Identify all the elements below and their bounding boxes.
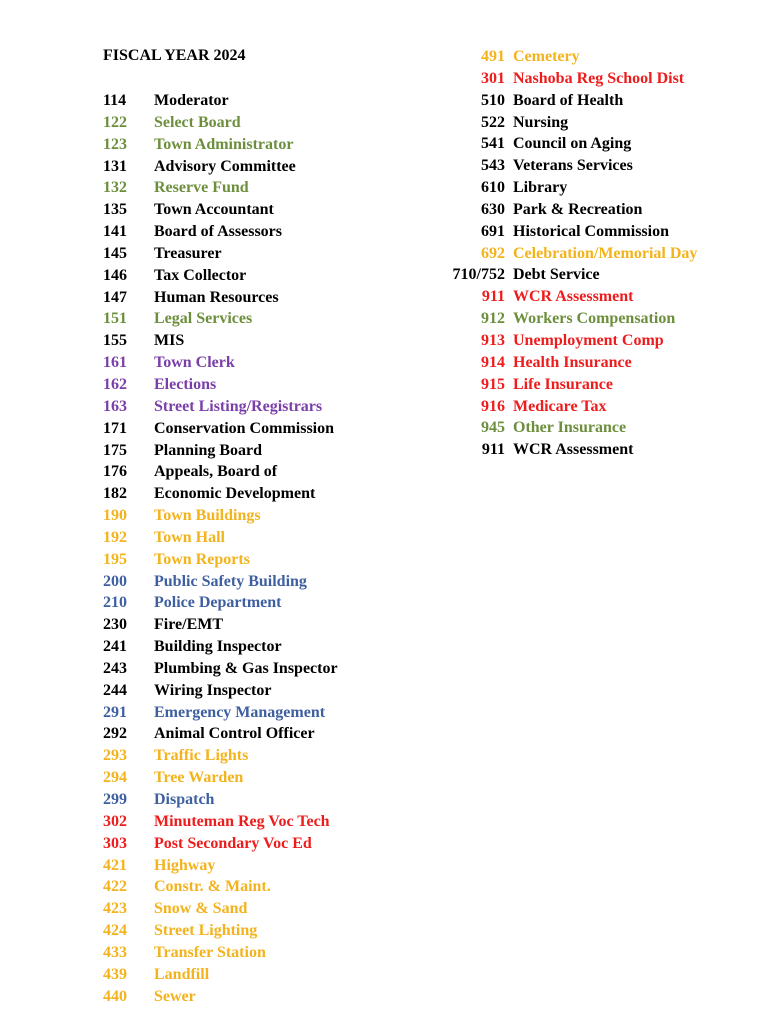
- account-code: 200: [103, 572, 127, 590]
- account-code: 630: [481, 200, 505, 218]
- account-code: 291: [103, 703, 127, 721]
- account-code: 135: [103, 201, 127, 219]
- account-name: Constr. & Maint.: [154, 878, 271, 896]
- account-row: [103, 789, 338, 811]
- account-name: Street Listing/Registrars: [154, 397, 323, 415]
- account-name: Public Safety Building: [154, 572, 307, 590]
- account-name: Other Insurance: [513, 419, 627, 437]
- account-row: [449, 308, 697, 330]
- account-name: Treasurer: [154, 244, 222, 262]
- account-name: Highway: [154, 856, 216, 874]
- account-name: Health Insurance: [513, 353, 632, 371]
- account-name: Library: [513, 179, 568, 197]
- account-row: [449, 374, 697, 396]
- account-name: Moderator: [154, 92, 229, 109]
- account-code: 123: [103, 135, 127, 153]
- account-name: Veterans Services: [513, 157, 633, 175]
- account-name: Town Accountant: [154, 201, 274, 219]
- account-row: [103, 833, 338, 855]
- account-row: [449, 396, 697, 418]
- account-name: Debt Service: [513, 266, 600, 284]
- account-name: Town Hall: [154, 528, 225, 546]
- account-row: [103, 592, 338, 614]
- account-name: Elections: [154, 375, 217, 393]
- account-code: 692: [481, 244, 505, 262]
- account-row: [103, 658, 338, 680]
- account-row: [103, 549, 338, 571]
- account-name: Minuteman Reg Voc Tech: [154, 812, 330, 830]
- account-code: 182: [103, 485, 127, 503]
- account-code: 132: [103, 179, 127, 197]
- account-code: 114: [103, 92, 127, 109]
- account-name: Board of Assessors: [154, 223, 283, 241]
- account-name: Plumbing & Gas Inspector: [154, 659, 338, 677]
- account-name: Workers Compensation: [513, 310, 676, 328]
- account-code: 294: [103, 769, 127, 787]
- account-row: [103, 876, 338, 898]
- account-code: 122: [103, 113, 127, 131]
- account-row: [103, 199, 338, 221]
- account-code: 210: [103, 594, 127, 612]
- account-code: 243: [103, 659, 127, 677]
- account-code: 302: [103, 812, 127, 830]
- account-row: [449, 177, 697, 199]
- account-row: [449, 68, 697, 90]
- account-code: 423: [103, 900, 127, 918]
- account-name: Town Buildings: [154, 507, 261, 525]
- account-code: 911: [481, 441, 505, 459]
- account-row: [103, 920, 338, 942]
- account-row: [103, 243, 338, 265]
- account-code: 141: [103, 223, 127, 241]
- account-name: Board of Health: [513, 91, 624, 109]
- account-code: 171: [103, 419, 127, 437]
- account-code: 913: [481, 331, 505, 349]
- account-name: WCR Assessment: [513, 441, 634, 459]
- account-name: Sewer: [154, 987, 196, 1005]
- account-code: 421: [103, 856, 127, 874]
- account-name: Reserve Fund: [154, 179, 249, 197]
- account-row: [103, 767, 338, 789]
- account-code: 131: [103, 157, 127, 175]
- account-row: [103, 898, 338, 920]
- account-code: 911: [481, 288, 505, 306]
- account-row: [103, 352, 338, 374]
- account-code: 190: [103, 507, 127, 525]
- account-name: Appeals, Board of: [154, 463, 278, 481]
- account-row: [103, 440, 338, 462]
- account-code: 241: [103, 638, 127, 656]
- account-code: 176: [103, 463, 127, 481]
- account-code: 299: [103, 791, 127, 808]
- account-name: Street Lighting: [154, 922, 258, 940]
- account-row: [449, 417, 697, 439]
- account-row: [103, 308, 338, 330]
- account-row: [103, 964, 338, 986]
- document-title: FISCAL YEAR 2024: [103, 47, 246, 64]
- account-code: 916: [481, 397, 505, 415]
- account-name: Town Reports: [154, 550, 250, 568]
- account-code: 151: [103, 310, 127, 328]
- account-name: Nursing: [513, 113, 569, 131]
- account-code: 422: [103, 878, 127, 896]
- account-name: Town Administrator: [154, 135, 294, 153]
- account-row: [103, 811, 338, 833]
- right-account-column: [449, 46, 697, 461]
- account-name: Town Clerk: [154, 354, 235, 372]
- account-code: 192: [103, 528, 127, 546]
- account-code: 230: [103, 616, 127, 634]
- account-code: 303: [103, 834, 127, 852]
- account-row: [103, 986, 338, 1008]
- account-code: 440: [103, 987, 127, 1005]
- account-row: [103, 265, 338, 287]
- account-code: 163: [103, 397, 127, 415]
- account-row: [103, 636, 338, 658]
- account-name: Nashoba Reg School Dist: [513, 69, 685, 87]
- account-code: 155: [103, 332, 127, 350]
- account-row: [103, 374, 338, 396]
- account-name: Historical Commission: [513, 222, 669, 240]
- left-account-column: [103, 90, 338, 1007]
- account-row: [103, 702, 338, 724]
- account-name: Transfer Station: [154, 943, 266, 961]
- account-row: [103, 680, 338, 702]
- account-name: Park & Recreation: [513, 200, 643, 218]
- account-row: [449, 439, 697, 461]
- account-code: 710/752: [452, 266, 505, 284]
- account-name: WCR Assessment: [513, 288, 634, 306]
- account-row: [103, 571, 338, 593]
- account-row: [103, 134, 338, 156]
- account-code: 161: [103, 354, 127, 372]
- account-code: 915: [481, 375, 505, 393]
- account-row: [103, 505, 338, 527]
- account-name: Tree Warden: [154, 769, 244, 787]
- account-code: 292: [103, 725, 127, 743]
- account-name: Advisory Committee: [154, 157, 296, 175]
- account-row: [449, 199, 697, 221]
- account-row: [449, 155, 697, 177]
- account-name: Select Board: [154, 113, 241, 131]
- account-name: Legal Services: [154, 310, 253, 328]
- account-name: Police Department: [154, 594, 282, 612]
- account-code: 691: [481, 222, 505, 240]
- account-name: Emergency Management: [154, 703, 326, 721]
- account-code: 610: [481, 179, 505, 197]
- account-code: 433: [103, 943, 127, 961]
- account-code: 945: [481, 419, 505, 437]
- account-name: Planning Board: [154, 441, 263, 459]
- account-row: [103, 177, 338, 199]
- account-code: 522: [481, 113, 505, 131]
- account-name: Fire/EMT: [154, 616, 224, 634]
- account-name: Animal Control Officer: [154, 725, 315, 743]
- account-name: Medicare Tax: [513, 397, 607, 415]
- account-code: 162: [103, 375, 127, 393]
- account-row: [103, 396, 338, 418]
- account-row: [103, 156, 338, 178]
- account-row: [103, 418, 338, 440]
- account-name: Celebration/Memorial Day: [513, 244, 698, 262]
- account-name: Landfill: [154, 965, 210, 983]
- account-name: Life Insurance: [513, 375, 613, 393]
- account-code: 510: [481, 91, 505, 109]
- account-name: Tax Collector: [154, 266, 247, 284]
- account-code: 424: [103, 922, 127, 940]
- account-row: [103, 221, 338, 243]
- account-code: 301: [481, 69, 505, 87]
- account-row: [449, 133, 697, 155]
- account-code: 491: [481, 48, 505, 65]
- account-row: [449, 221, 697, 243]
- account-code: 195: [103, 550, 127, 568]
- account-row: [103, 112, 338, 134]
- account-row: [103, 723, 338, 745]
- account-name: Snow & Sand: [154, 900, 248, 918]
- account-code: 541: [481, 135, 505, 153]
- account-name: Building Inspector: [154, 638, 282, 656]
- account-name: Dispatch: [154, 791, 215, 808]
- account-row: [103, 942, 338, 964]
- account-row: [449, 264, 697, 286]
- account-name: Traffic Lights: [154, 747, 249, 765]
- account-code: 147: [103, 288, 127, 306]
- account-name: Post Secondary Voc Ed: [154, 834, 312, 852]
- account-row: [449, 90, 697, 112]
- account-row: [103, 90, 338, 112]
- account-row: [449, 243, 697, 265]
- account-code: 145: [103, 244, 127, 262]
- account-row: [103, 287, 338, 309]
- account-code: 914: [481, 353, 505, 371]
- account-code: 293: [103, 747, 127, 765]
- account-name: Cemetery: [513, 48, 580, 65]
- account-row: [449, 352, 697, 374]
- account-code: 244: [103, 681, 127, 699]
- account-name: Wiring Inspector: [154, 681, 272, 699]
- account-code: 439: [103, 965, 127, 983]
- account-row: [103, 330, 338, 352]
- account-row: [449, 46, 697, 68]
- account-name: Human Resources: [154, 288, 279, 306]
- account-row: [103, 855, 338, 877]
- account-code: 175: [103, 441, 127, 459]
- account-row: [103, 614, 338, 636]
- account-code: 543: [481, 157, 505, 175]
- account-row: [103, 461, 338, 483]
- account-row: [449, 286, 697, 308]
- account-name: Unemployment Comp: [513, 331, 664, 349]
- account-name: MIS: [154, 332, 185, 350]
- account-row: [103, 745, 338, 767]
- account-row: [103, 483, 338, 505]
- account-row: [103, 527, 338, 549]
- account-row: [449, 330, 697, 352]
- account-row: [449, 112, 697, 134]
- account-code: 912: [481, 310, 505, 328]
- account-name: Conservation Commission: [154, 419, 335, 437]
- account-name: Economic Development: [154, 485, 316, 503]
- account-code: 146: [103, 266, 127, 284]
- account-name: Council on Aging: [513, 135, 632, 153]
